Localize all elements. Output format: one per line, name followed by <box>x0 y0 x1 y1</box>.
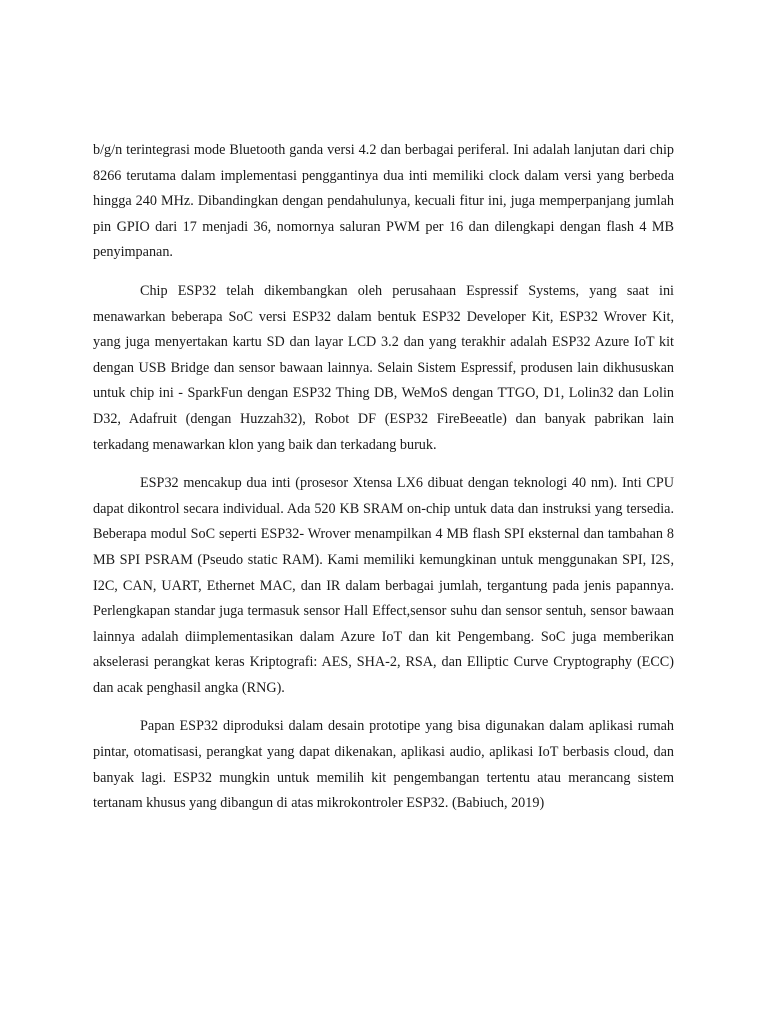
document-body <box>93 138 674 830</box>
paragraph-1: b/g/n terintegrasi mode Bluetooth ganda versi 4.2 dan berbagai periferal. Ini adalah lanjutan dari chip 8266 terutama dalam implementasi penggantinya dua inti memiliki clock dalam versi yang berbeda hingga 240 MHz. Dibandingkan dengan pendahulunya, kecuali fitur ini, juga memperpanjang jumlah pin GPIO dari 17 menjadi 36, nomornya saluran PWM per 16 dan dilengkapi dengan flash 4 MB penyimpanan. <box>93 142 674 261</box>
paragraph-3: ESP32 mencakup dua inti (prosesor Xtensa LX6 dibuat dengan teknologi 40 nm). Inti CPU dapat dikontrol secara individual. Ada 520 KB SRAM on-chip untuk data dan instruksi yang tersedia. Beberapa modul SoC seperti ESP32- Wrover menampilkan 4 MB flash SPI eksternal dan tambahan 8 MB SPI PSRAM (Pseudo static RAM). Kami memiliki kemungkinan untuk menggunakan SPI, I2S, I2C, CAN, UART, Ethernet MAC, dan IR dalam berbagai jumlah, tergantung pada jenis papannya. Perlengkapan standar juga termasuk sensor Hall Effect,sensor suhu dan sensor sentuh, sensor bawaan lainnya adalah diimplementasikan dalam Azure IoT dan kit Pengembang. SoC juga memberikan akselerasi perangkat keras Kriptografi: AES, SHA-2, RSA, dan Elliptic Curve Cryptography (ECC) dan acak penghasil angka (RNG). <box>93 475 674 696</box>
paragraph-2: Chip ESP32 telah dikembangkan oleh perusahaan Espressif Systems, yang saat ini menawarkan beberapa SoC versi ESP32 dalam bentuk ESP32 Developer Kit, ESP32 Wrover Kit, yang juga menyertakan kartu SD dan layar LCD 3.2 dan yang terakhir adalah ESP32 Azure IoT kit dengan USB Bridge dan sensor bawaan lainnya. Selain Sistem Espressif, produsen lain dikhususkan untuk chip ini - SparkFun dengan ESP32 Thing DB, WeMoS dengan TTGO, D1, Lolin32 dan Lolin D32, Adafruit (dengan Huzzah32), Robot DF (ESP32 FireBeeatle) dan banyak pabrikan lain terkadang menawarkan klon yang baik dan terkadang buruk. <box>93 282 674 453</box>
paragraph-4: Papan ESP32 diproduksi dalam desain prototipe yang bisa digunakan dalam aplikasi rumah pintar, otomatisasi, perangkat yang dapat dikenakan, aplikasi audio, aplikasi IoT berbasis cloud, dan banyak lagi. ESP32 mungkin untuk memilih kit pengembangan tertentu atau merancang sistem tertanam khusus yang dibangun di atas mikrokontroler ESP32. (Babiuch, 2019) <box>93 718 674 812</box>
